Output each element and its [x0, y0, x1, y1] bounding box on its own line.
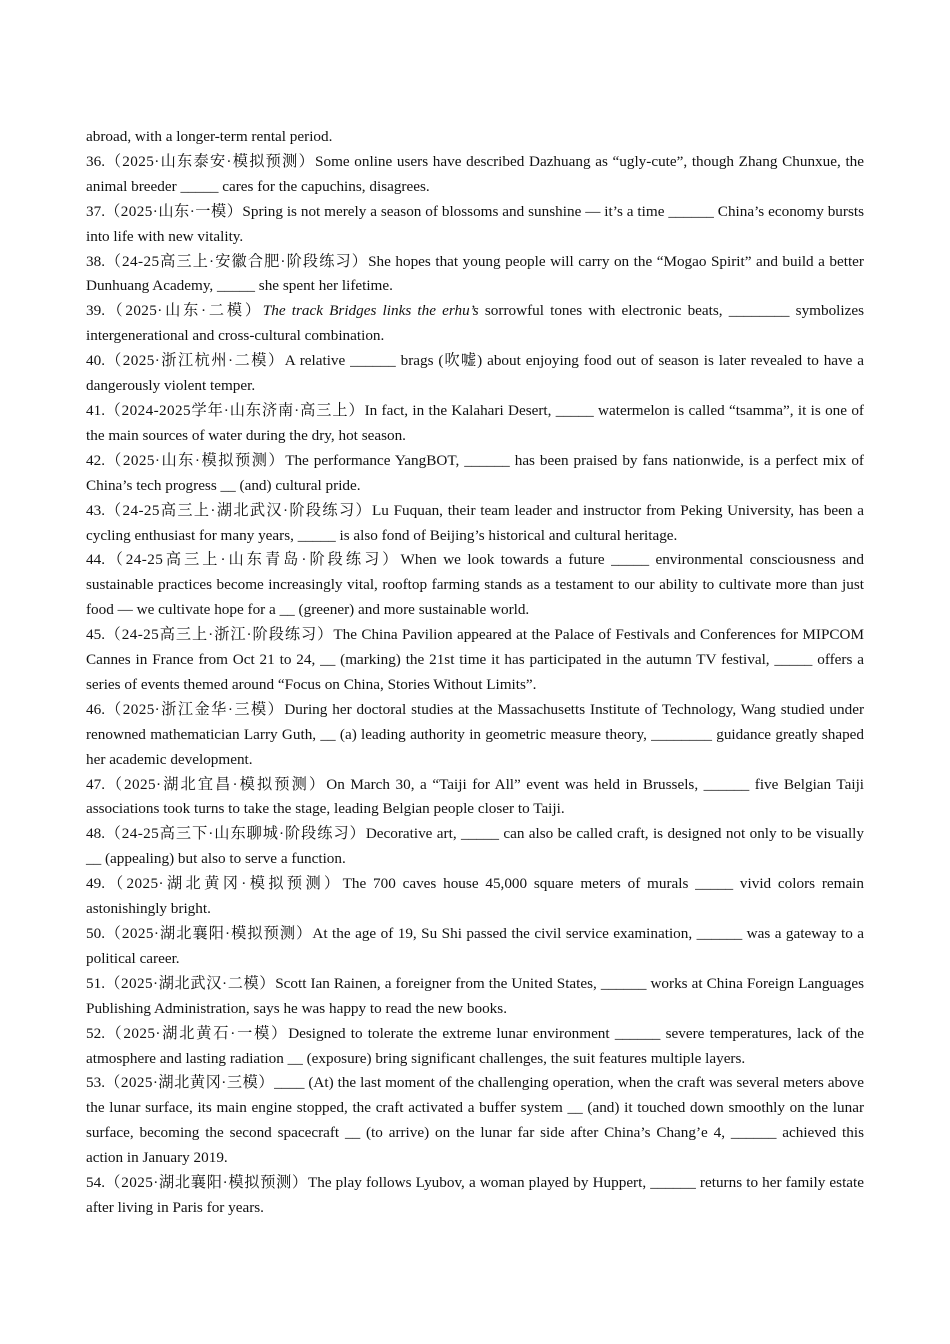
question-text: A relative ______ brags (吹嘘) about enjoying food out of season is later revealed to have a dangerously violent temper. — [86, 352, 864, 395]
question-53 — [86, 1071, 864, 1171]
question-text: The performance YangBOT, ______ has been praised by fans nationwide, is a perfect mix of China’s tech progress __ (and) cultural pride. — [86, 451, 864, 494]
question-47 — [86, 773, 864, 823]
question-source: （2025·湖北武汉·二模） — [104, 974, 276, 992]
question-41 — [86, 399, 864, 449]
question-38 — [86, 250, 864, 300]
question-source: （2025·湖北黄石·一模） — [104, 1024, 289, 1042]
question-number: 48. — [86, 825, 105, 843]
question-text: Scott Ian Rainen, a foreigner from the United States, ______ works at China Foreign Languages Publishing Administration, says he was happy to read the new books. — [86, 974, 864, 1017]
question-text: ____ (At) the last moment of the challenging operation, when the craft was several meters above the lunar surface, its main engine stopped, the craft activated a buffer system __ (and) it touched down smoothly on the lunar surface, becoming the second spacecraft __ (to arrive) on the lunar far side after China’s Chang’e 4, ______ achieved this action in January 2019. — [86, 1074, 864, 1167]
question-source: （2025·山东·二模） — [104, 302, 263, 320]
question-number: 44. — [86, 551, 105, 569]
question-text: Some online users have described Dazhuang as “ugly-cute”, though Zhang Chunxue, the animal breeder _____ cares for the capuchins, disagrees. — [86, 152, 864, 195]
question-text: Spring is not merely a season of blossoms and sunshine — it’s a time ______ China’s economy bursts into life with new vitality. — [86, 202, 864, 245]
question-42 — [86, 449, 864, 499]
question-source: （2025·山东·模拟预测） — [104, 451, 286, 469]
question-source: （2025·湖北襄阳·模拟预测） — [104, 925, 313, 942]
question-number: 38. — [86, 252, 105, 270]
question-52 — [86, 1022, 864, 1072]
question-43 — [86, 499, 864, 549]
question-number: 46. — [86, 700, 105, 718]
question-number: 47. — [86, 775, 105, 793]
question-source: （2025·湖北襄阳·模拟预测） — [104, 1174, 308, 1192]
question-number: 43. — [86, 501, 105, 519]
question-text: Decorative art, _____ can also be called craft, is designed not only to be visually __ (appealing) but also to serve a function. — [86, 825, 864, 868]
question-45 — [86, 623, 864, 698]
question-number: 53. — [86, 1074, 105, 1092]
question-number: 37. — [86, 202, 105, 220]
question-source: （24-25高三下·山东聊城·阶段练习） — [104, 825, 366, 843]
question-text: Lu Fuquan, their team leader and instructor from Peking University, has been a cycling enthusiast for many years, _____ is also fond of Beijing’s historical and cultural heritage. — [86, 501, 864, 544]
question-39 — [86, 299, 864, 349]
question-source: （24-25高三上·湖北武汉·阶段练习） — [104, 501, 372, 519]
document-page — [86, 125, 864, 1221]
question-number: 41. — [86, 401, 105, 419]
question-text: On March 30, a “Taiji for All” event was held in Brussels, ______ five Belgian Taiji associations took turns to take the stage, leading Belgian people closer to Taiji. — [86, 775, 865, 818]
question-number: 51. — [86, 974, 105, 992]
continuation-text: abroad, with a longer-term rental period. — [86, 128, 333, 145]
question-number: 49. — [86, 875, 105, 893]
question-49 — [86, 872, 864, 922]
question-number: 52. — [86, 1024, 105, 1042]
question-source: （2025·湖北宜昌·模拟预测） — [104, 775, 327, 793]
question-40 — [86, 349, 864, 399]
question-text: The China Pavilion appeared at the Palace of Festivals and Conferences for MIPCOM Cannes in France from Oct 21 to 24, __ (marking) the 21st time it has participated in the autumn TV festival, _____ offers a series of events themed around “Focus on China, Stories Without Limits”. — [86, 626, 865, 693]
question-number: 54. — [86, 1174, 105, 1192]
question-text: At the age of 19, Su Shi passed the civil service examination, ______ was a gateway to a political career. — [86, 925, 864, 967]
question-54 — [86, 1171, 864, 1221]
question-text: The 700 caves house 45,000 square meters of murals _____ vivid colors remain astonishingly bright. — [86, 875, 864, 918]
question-source: （2025·湖北黄冈·模拟预测） — [104, 875, 343, 893]
question-36 — [86, 150, 864, 200]
question-number: 42. — [86, 451, 105, 469]
question-source: （2024-2025学年·山东济南·高三上） — [104, 401, 365, 419]
question-text-italic: The track Bridges links the erhu’s — [262, 302, 479, 320]
question-number: 36. — [86, 152, 105, 170]
question-source: （24-25高三上·安徽合肥·阶段练习） — [104, 252, 369, 270]
question-source: （2025·浙江金华·三模） — [104, 700, 285, 718]
question-source: （24-25高三上·浙江·阶段练习） — [104, 626, 334, 644]
question-source: （24-25高三上·山东青岛·阶段练习） — [104, 551, 401, 569]
question-text: During her doctoral studies at the Massachusetts Institute of Technology, Wang studied under renowned mathematician Larry Guth, __ (a) leading authority in geometric measure theory, ________ guidance greatly shaped her academic development. — [86, 700, 865, 768]
question-text: She hopes that young people will carry on the “Mogao Spirit” and build a better Dunhuang Academy, _____ she spent her lifetime. — [86, 252, 864, 295]
question-text: Designed to tolerate the extreme lunar environment ______ severe temperatures, lack of the atmosphere and lasting radiation __ (exposure) bring significant challenges, the suit features multiple layers. — [86, 1024, 864, 1067]
question-text: When we look towards a future _____ environmental consciousness and sustainable practices become increasingly vital, rooftop farming stands as a testament to our ability to cultivate more than just food — we cultivate hope for a __ (greener) and more sustainable world. — [86, 551, 864, 619]
question-number: 40. — [86, 352, 105, 370]
question-number: 50. — [86, 925, 105, 942]
question-source: （2025·浙江杭州·二模） — [104, 352, 285, 370]
question-text: In fact, in the Kalahari Desert, _____ watermelon is called “tsamma”, it is one of the main sources of water during the dry, hot season. — [86, 401, 864, 444]
question-source: （2025·山东泰安·模拟预测） — [104, 152, 316, 170]
question-44 — [86, 548, 864, 623]
question-50 — [86, 922, 864, 972]
question-46 — [86, 698, 864, 773]
question-text: The play follows Lyubov, a woman played by Huppert, ______ returns to her family estate after living in Paris for years. — [86, 1174, 865, 1216]
question-text: sorrowful tones with electronic beats, ________ symbolizes intergenerational and cross-cultural combination. — [86, 302, 864, 345]
question-48 — [86, 822, 864, 872]
question-source: （2025·湖北黄冈·三模） — [104, 1074, 275, 1092]
question-number: 45. — [86, 626, 105, 644]
question-51 — [86, 972, 864, 1022]
question-source: （2025·山东·一模） — [104, 202, 243, 220]
question-number: 39. — [86, 302, 105, 320]
question-37 — [86, 200, 864, 250]
